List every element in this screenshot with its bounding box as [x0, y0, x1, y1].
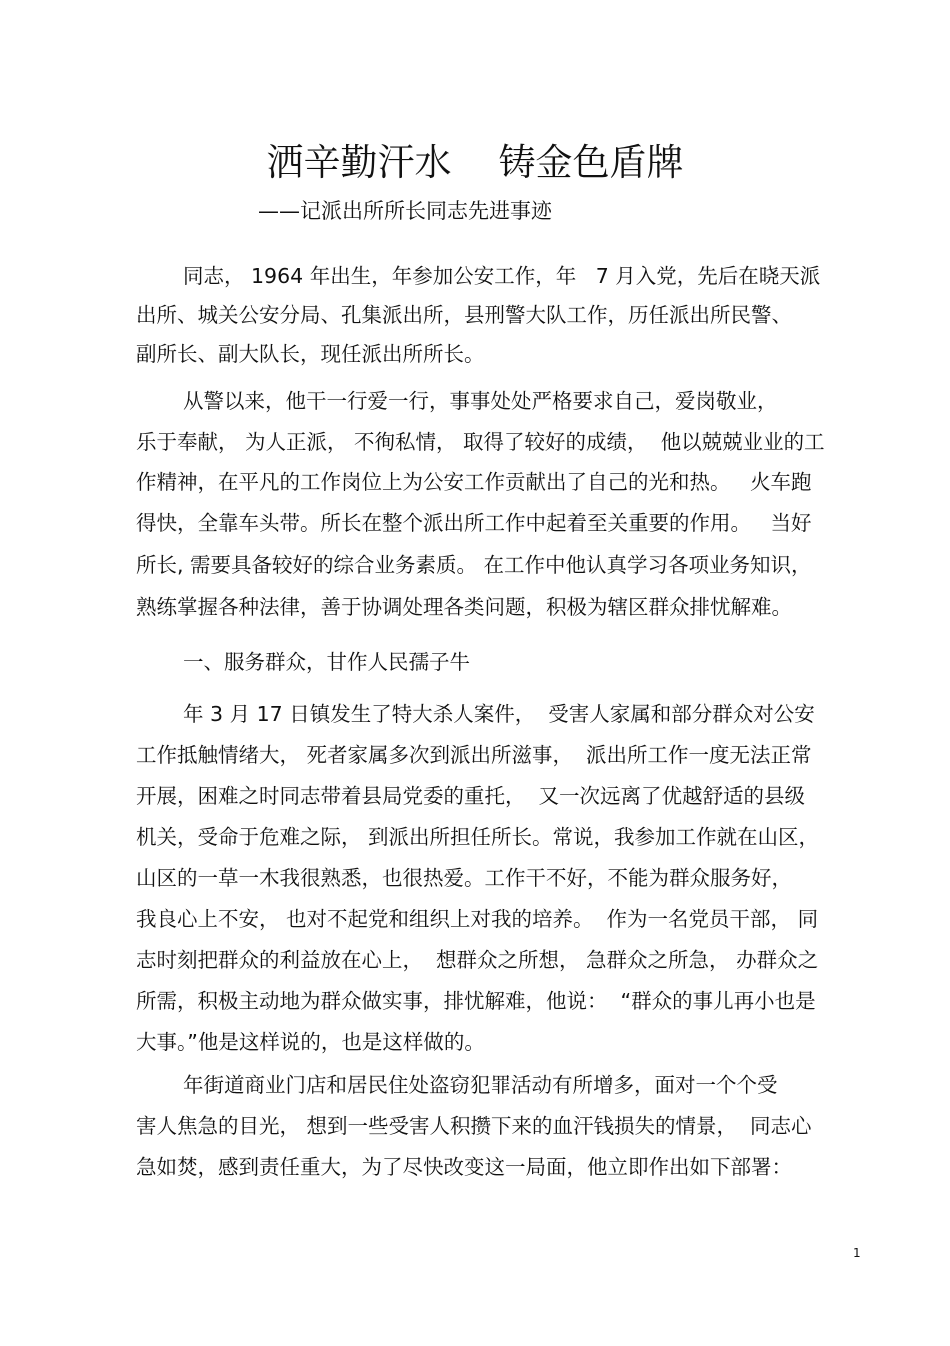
body-line: 害人焦急的目光， 想到一些受害人积攒下来的血汗钱损失的情景， 同志心 [136, 1114, 812, 1138]
body-line: 熟练掌握各种法律，善于协调处理各类问题，积极为辖区群众排忧解难。 [136, 595, 792, 619]
section-heading: 一、服务群众，甘作人民孺子牛 [183, 650, 470, 674]
body-line: 开展，困难之时同志带着县局党委的重托， 又一次远离了优越舒适的县级 [136, 784, 806, 808]
body-line: 作精神，在平凡的工作岗位上为公安工作贡献出了自己的光和热。 火车跑 [136, 470, 812, 494]
body-line: 所长, 需要具备较好的综合业务素质。 在工作中他认真学习各项业务知识， [136, 553, 812, 577]
body-line: 我良心上不安， 也对不起党和组织上对我的培养。 作为一名党员干部， 同 [136, 907, 819, 931]
body-line: 乐于奉献， 为人正派， 不徇私情， 取得了较好的成绩， 他以兢兢业业的工 [136, 430, 825, 454]
body-line: 山区的一草一木我很熟悉，也很热爱。工作干不好，不能为群众服务好， [136, 866, 792, 890]
body-line: 志时刻把群众的利益放在心上， 想群众之所想， 急群众之所急， 办群众之 [136, 948, 819, 972]
body-line: 年 3 月 17 日镇发生了特大杀人案件， 受害人家属和部分群众对公安 [183, 702, 815, 726]
body-line: 副所长、副大队长，现任派出所所长。 [136, 342, 485, 366]
body-line: 工作抵触情绪大， 死者家属多次到派出所滋事， 派出所工作一度无法正常 [136, 743, 812, 767]
document-subtitle: ——记派出所所长同志先进事迹 [258, 199, 552, 223]
body-line: 出所、城关公安分局、孔集派出所，县刑警大队工作，历任派出所民警、 [136, 303, 792, 327]
body-line: 急如焚，感到责任重大，为了尽快改变这一局面，他立即作出如下部署： [136, 1155, 792, 1179]
body-line: 年街道商业门店和居民住处盗窃犯罪活动有所增多，面对一个个受 [183, 1073, 778, 1097]
body-line: 大事。”他是这样说的，也是这样做的。 [136, 1030, 485, 1054]
body-line: 同志， 1964 年出生，年参加公安工作，年 7 月入党，先后在晓天派 [183, 264, 821, 288]
body-line: 机关，受命于危难之际， 到派出所担任所长。常说，我参加工作就在山区， [136, 825, 820, 849]
page-number: 1 [853, 1246, 861, 1260]
body-line: 得快，全靠车头带。所长在整个派出所工作中起着至关重要的作用。 当好 [136, 511, 812, 535]
body-line: 所需，积极主动地为群众做实事，排忧解难，他说： “群众的事儿再小也是 [136, 989, 816, 1013]
document-title: 洒辛勤汗水 铸金色盾牌 [266, 141, 684, 184]
body-line: 从警以来，他干一行爱一行，事事处处严格要求自己，爱岗敬业， [183, 389, 778, 413]
